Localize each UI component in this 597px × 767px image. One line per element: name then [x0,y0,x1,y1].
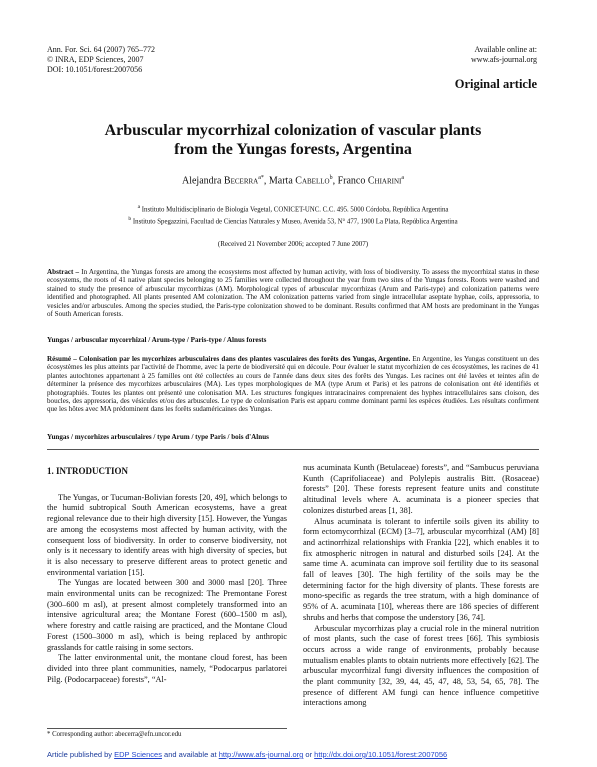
publisher-link[interactable]: EDP Sciences [114,750,162,759]
author-1-first: Alejandra [181,175,222,187]
affiliation-a-text: Instituto Multidisciplinario de Biología Vegetal, CONICET-UNC. C.C. 495. 5000 Córdoba, República Argentina [141,206,449,214]
affiliations [47,203,539,227]
resume-label: Résumé – Colonisation par les mycorhizes arbusculaires dans des plantes vasculaires des forêts des Yungas, Argentine. [47,355,411,363]
left-paragraph-1: The Yungas, or Tucuman-Bolivian forests [20, 49], which belongs to the humid subtropical South American ecosystems, have a great regional relevance due to their high diversity [15]. However, the Yungas are among the ecosystems most affected by human activity, with the consequent loss of biodiversity. In order to conserve biodiversity, not only is it necessary to identify areas with high diversity of species, but it is also necessary to preserve different areas to protect genetic and environmental variation [15]. [47,492,287,577]
journal-citation: Ann. For. Sci. 64 (2007) 765–772 [47,45,155,54]
footer-or: or [305,750,313,759]
abstract [47,268,539,318]
author-2-first: Marta [268,175,293,187]
left-column [47,466,287,685]
keywords-french: Yungas / mycorhizes arbusculaires / type Arum / type Paris / bois d'Alnus [47,433,269,441]
title-line-1: Arbuscular mycorrhizal colonization of vascular plants [104,122,482,139]
copyright: © INRA, EDP Sciences, 2007 [47,55,144,64]
keywords-english: Yungas / arbuscular mycorrhizal / Arum-type / Paris-type / Alnus forests [47,336,267,344]
paper-title [47,121,539,159]
article-type: Original article [454,77,537,91]
right-paragraph-1: nus acuminata Kunth (Betulaceae) forests”, and “Sambucus peruviana Kunth (Caprifoliaceae) and Polylepis australis Bitt. (Rosaceae) forests” [20]. These forests represent feature units and constitute altitudinal levels where A. acuminata is a pioneer species that colonizes disturbed areas [1, 38]. [303,463,539,515]
title-line-2: from the Yungas forests, Argentina [174,141,412,158]
resume [47,355,539,414]
author-3-first: Franco [337,175,366,187]
author-2-last: Cabello [295,175,330,187]
right-column [303,463,539,709]
abstract-text: In Argentina, the Yungas forests are among the ecosystems most affected by human activity, with loss of biodiversity. To assess the mycorrhizal status in these ecosystems, the roots of 41 native plant species belonging to 25 families were collected throughout the year from two sites of the Yungas forests. Roots were washed and stained to study the presence of arbuscular mycorrhizas (AM). Morphological types of arbuscular mycorrhizas (Arum and Paris-type) and colonization patterns were identified and photographed. All plants presented AM colonization. The AM colonization patterns varied from single intracellular aseptate hyphae, coils, appressoria, to vesicles and/or arbuscules. Among the species studied, the Paris-type colonization showed to be dominant. Results confirmed that AM hosts are predominant in the Yungas of South American forests. [47,268,539,319]
footer-prefix: Article published by [47,750,113,759]
author-3-last: Chiarini [367,175,402,187]
abstract-label: Abstract – [47,268,80,276]
resume-text: En Argentine, les Yungas constituent un des écosystèmes les plus atteints par l'activité de l'homme, avec la perte de biodiversité qui en découle. Pour évaluer le statut mycorhizien de ces écosystèmes, les racines de 41 plantes autochtones appartenant à 25 familles ont été collectées au cours de l'année dans deux sites des forêts des Yungas. Les racines ont été lavées et teintes afin de déterminer la présence des mycorhizes arbusculaires (MA). Les types morphologiques de MA (type Arum et Paris) et les patrons de colonisation ont été identifiés et photographiés. Toutes les plantes ont présenté une colonisation MA. Les structures fongiques intraracinaires comprenaient des hyphes intracellulaires sans cloison, des boucles, des appressoria, des vésicules et/ou des arbuscules. Le type de colonisation Paris est apparu comme dominant parmi les espèces étudiées. Les résultats confirment que les hôtes avec MA prédominent dans les forêts sudaméricaines des Yungas. [47,355,539,414]
affiliation-b: $^b$ Instituto Spegazzini, Facultad de Ciencias Naturales y Museo, Avenida 53, N° 477, 1900 La Plata, República Argentina [128,215,458,226]
journal-url-link[interactable]: http://www.afs-journal.org [218,750,304,759]
doi-url-link[interactable]: http://dx.doi.org/10.1051/forest:2007056 [314,750,448,759]
publication-footer [47,750,447,759]
author-list: Alejandra Becerra$^{a*}$, Marta Cabello$^b$, Franco Chiarini$^a$ [181,175,405,187]
online-availability [471,45,537,65]
right-paragraph-3: Arbuscular mycorrhizas play a crucial role in the mineral nutrition of most plants, such the case of forest trees [66]. This symbiosis occurs across a wide range of environments, probably because mutualism enables plants to obtain nutrients more effectively [62]. The arbuscular mycorrhizal fungi diversity influences the composition of the plant community [32, 39, 44, 45, 47, 48, 53, 54, 65, 78]. The presence of different AM fungi can hence influence competitive interactions among [303,623,539,708]
online-url[interactable]: www.afs-journal.org [471,55,537,64]
author-2-sup: b [329,175,333,181]
author-1-last: Becerra [223,175,259,187]
journal-header [47,45,155,75]
left-paragraph-2: The Yungas are located between 300 and 3000 masl [20]. Three main environmental units can be recognized: The Premontane Forest (300–600 m asl), at present almost completely transformed into an intensive agricultural area; the Montane Forest (600–1500 m asl), where forestry and cattle raising are practiced, and the Montane Cloud Forest (1500–3000 m asl), which is being replaced by anthropic grasslands for cattle raising in some sectors. [47,578,287,652]
left-paragraph-3: The latter environmental unit, the montane cloud forest, has been divided into three plant communities, namely, “Podocarpus parlatorei Pilg. (Podocarpaceae) forests”, “Al- [47,653,287,684]
author-3-sup: a [401,175,405,181]
right-paragraph-2: Alnus acuminata is tolerant to infertile soils given its ability to form ectomycorrhizal (ECM) [3–7], arbuscular mycorrhizal (AM) [8] and actinorrhizal relationships with Frankia [22], which enables it to fix atmospheric nitrogen in natural and disturbed soils [24]. At the same time A. acuminata can improve soil fertility due to its seasonal fall of leaves [30]. The high fertility of the soils may be the determining factor for the high diversity of plants. These forests are mono-specific as regards the tree stratum, with a high dominance of 95% of A. acuminata [10], whereas there are 186 species of different shrubs and herbs that compose the understory [36, 74]. [303,516,539,622]
affiliation-b-text: Instituto Spegazzini, Facultad de Ciencias Naturales y Museo, Avenida 53, N° 477, 1900 La Plata, República Argentina [132,218,458,226]
section-heading-introduction: 1. INTRODUCTION [47,466,129,476]
corresponding-author-footnote: * Corresponding author: abecerra@efn.uncor.edu [47,728,287,738]
footer-middle: and available at [164,750,217,759]
received-dates: (Received 21 November 2006; accepted 7 June 2007) [217,240,369,248]
section-divider [47,449,539,450]
author-1-sup: a* [258,175,264,181]
affiliation-a: $^a$ Instituto Multidisciplinario de Biología Vegetal, CONICET-UNC. C.C. 495. 5000 Córdoba, República Argentina [137,204,449,214]
online-label: Available online at: [474,45,537,54]
doi: DOI: 10.1051/forest:2007056 [47,65,143,74]
